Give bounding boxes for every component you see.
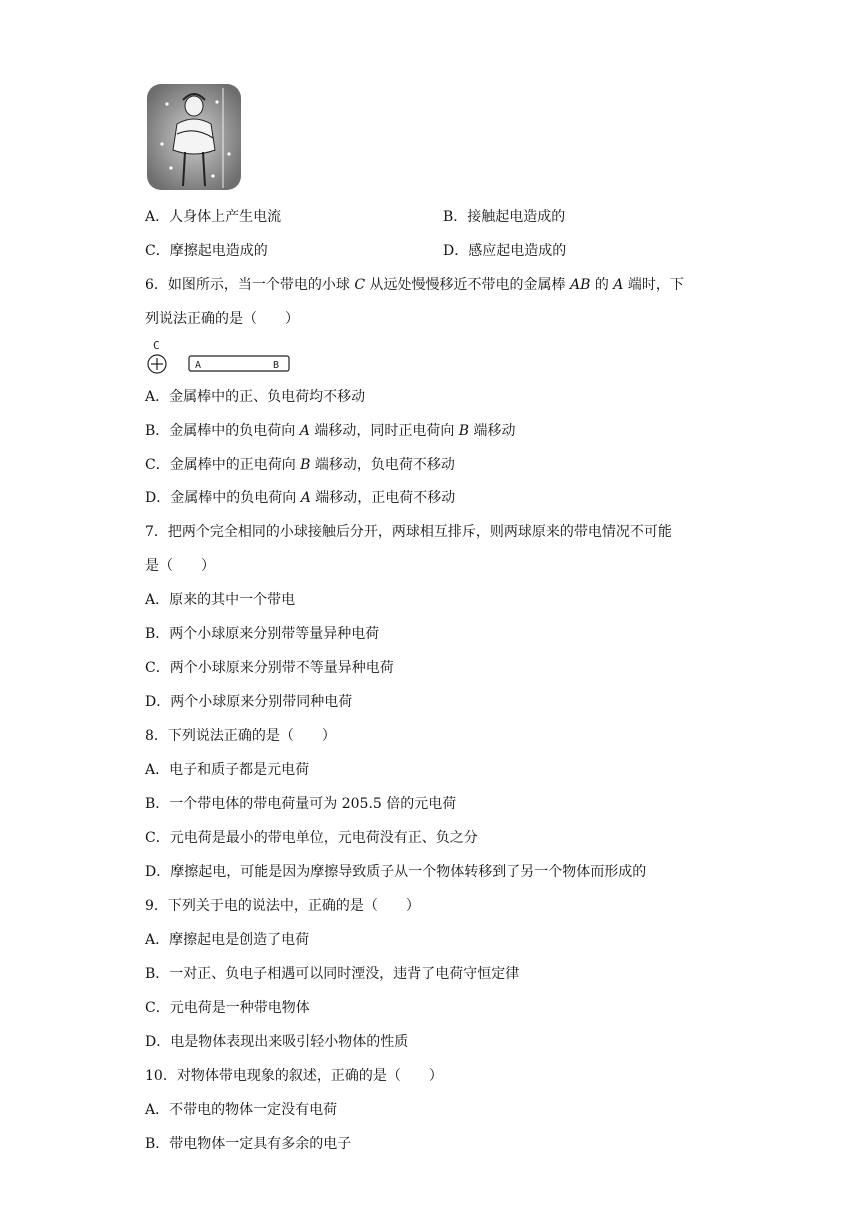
q5-option-a: A．人身体上产生电流 (145, 209, 282, 225)
q6-stem-line2: 列说法正确的是（ ） (145, 311, 299, 327)
rod-end-b-label: B (273, 360, 280, 371)
q5-option-b: B．接触起电造成的 (443, 209, 566, 225)
q8-stem: 8．下列说法正确的是（ ） (145, 728, 336, 744)
q10-option-b: B．带电物体一定具有多余的电子 (145, 1136, 352, 1152)
static-electricity-person-figure (147, 84, 241, 190)
q8-option-b: B．一个带电体的带电荷量可为 205.5 倍的元电荷 (145, 796, 457, 812)
q9-option-a: A．摩擦起电是创造了电荷 (145, 932, 310, 948)
q7-stem-line1: 7．把两个完全相同的小球接触后分开，两球相互排斥，则两球原来的带电情况不可能 (145, 524, 672, 540)
q5-option-c: C．摩擦起电造成的 (145, 243, 268, 259)
q6-option-d: D．金属棒中的负电荷向 A 端移动，正电荷不移动 (145, 490, 456, 506)
q6-option-c: C．金属棒中的正电荷向 B 端移动，负电荷不移动 (145, 457, 455, 473)
q9-option-d: D．电是物体表现出来吸引轻小物体的性质 (145, 1034, 409, 1050)
q9-option-c: C．元电荷是一种带电物体 (145, 1000, 310, 1016)
rod-end-a-label: A (195, 360, 202, 371)
q6-option-b: B．金属棒中的负电荷向 A 端移动，同时正电荷向 B 端移动 (145, 423, 516, 439)
q8-option-a: A．电子和质子都是元电荷 (145, 762, 310, 778)
charged-ball-and-rod-figure (145, 338, 295, 378)
q7-option-b: B．两个小球原来分别带等量异种电荷 (145, 626, 380, 642)
q8-option-c: C．元电荷是最小的带电单位，元电荷没有正、负之分 (145, 830, 478, 846)
q6-option-a: A．金属棒中的正、负电荷均不移动 (145, 389, 366, 405)
q7-option-d: D．两个小球原来分别带同种电荷 (145, 694, 353, 710)
q6-stem-line1: 6．如图所示，当一个带电的小球 C 从远处慢慢移近不带电的金属棒 AB 的 A 端时，下 (145, 277, 684, 293)
q10-option-a: A．不带电的物体一定没有电荷 (145, 1102, 338, 1118)
q7-option-a: A．原来的其中一个带电 (145, 592, 296, 608)
q5-option-d: D．感应起电造成的 (443, 243, 567, 259)
q8-option-d: D．摩擦起电，可能是因为摩擦导致质子从一个物体转移到了另一个物体而形成的 (145, 864, 647, 880)
q10-stem: 10．对物体带电现象的叙述，正确的是（ ） (145, 1068, 443, 1084)
ball-label: C (153, 339, 160, 352)
q9-option-b: B．一对正、负电子相遇可以同时湮没，违背了电荷守恒定律 (145, 966, 520, 982)
q7-option-c: C．两个小球原来分别带不等量异种电荷 (145, 660, 394, 676)
q9-stem: 9．下列关于电的说法中，正确的是（ ） (145, 898, 420, 914)
q7-stem-line2: 是（ ） (145, 558, 215, 574)
